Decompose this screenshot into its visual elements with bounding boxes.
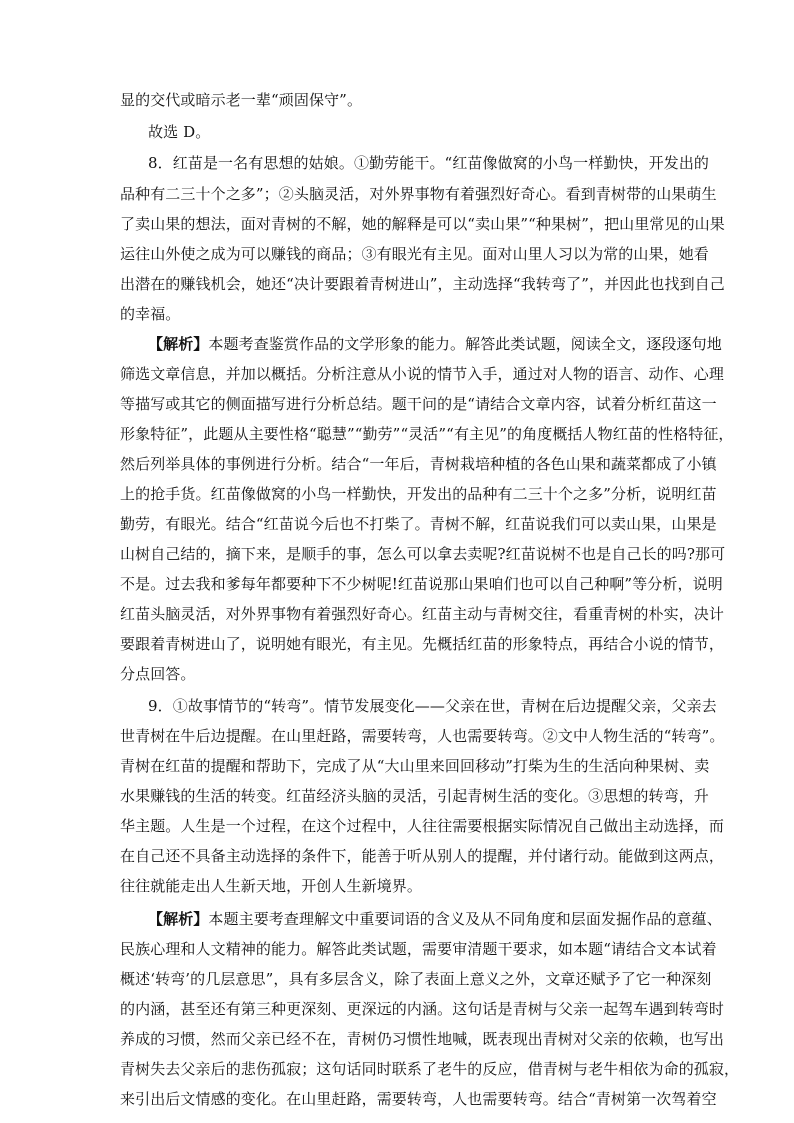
answer-8-line: 8．红苗是一名有思想的姑娘。①勤劳能干。“红苗像做窝的小鸟一样勤快，开发出的 xyxy=(148,154,710,172)
analysis-paragraph-start: 【解析】本题考查鉴赏作品的文学形象的能力。解答此类试题，阅读全文，逐段逐句地 xyxy=(148,335,722,353)
text-line: 出潜在的赚钱机会，她还“决计要跟着青树进山”，主动选择“我转弯了”，并因此也找到自己 xyxy=(120,275,725,293)
text-line: 不是。过去我和爹每年都要种下不少树呢!红苗说那山果咱们也可以自己种啊”等分析，说明 xyxy=(120,575,723,593)
text-line: 来引出后文情感的变化。在山里赶路，需要转弯，人也需要转弯。结合“青树第一次驾着空 xyxy=(120,1090,717,1108)
text-line: 华主题。人生是一个过程，在这个过程中，人往往需要根据实际情况自己做出主动选择，而 xyxy=(120,817,725,835)
text-line: 在自己还不具备主动选择的条件下，能善于听从别人的提醒，并付诸行动。能做到这两点， xyxy=(120,847,725,865)
text-line: 的内涵，甚至还有第三种更深刻、更深远的内涵。这句话是青树与父亲一起驾车遇到转弯时 xyxy=(120,1000,725,1018)
analysis-tag: 【解析】 xyxy=(148,910,209,928)
text-line: 故选 D。 xyxy=(148,123,211,141)
text-line: 品种有二三十个之多”；②头脑灵活，对外界事物有着强烈好奇心。看到青树带的山果萌生 xyxy=(120,185,717,203)
text-line: 的幸福。 xyxy=(120,305,181,323)
text-line: 民族心理和人文精神的能力。解答此类试题，需要审清题干要求，如本题“请结合文本试着 xyxy=(120,940,717,958)
text-line: 概述‘转弯’的几层意思”，具有多层含义，除了表面上意义之外，文章还赋予了它一种深刻 xyxy=(120,970,712,988)
text-line: 世青树在牛后边提醒。在山里赶路，需要转弯，人也需要转弯。②文中人物生活的“转弯”。 xyxy=(120,727,725,745)
text-line: 了卖山果的想法，面对青树的不解，她的解释是可以“卖山果”“种果树”，把山里常见的山果 xyxy=(120,215,725,233)
text-line: 要跟着青树进山了，说明她有眼光，有主见。先概括红苗的形象特点，再结合小说的情节， xyxy=(120,635,725,653)
text-line: 分点回答。 xyxy=(120,665,196,683)
text-line: 上的抢手货。红苗像做窝的小鸟一样勤快，开发出的品种有二三十个之多”分析，说明红苗 xyxy=(120,485,717,503)
analysis-tag: 【解析】 xyxy=(148,335,209,353)
analysis-paragraph-start: 【解析】本题主要考查理解文中重要词语的含义及从不同角度和层面发掘作品的意蕴、 xyxy=(148,910,722,928)
text-line: 青树在红苗的提醒和帮助下，完成了从“大山里来回回移动”打柴为生的生活向种果树、卖 xyxy=(120,757,710,775)
text-line: 然后列举具体的事例进行分析。结合“一年后，青树栽培种植的各色山果和蔬菜都成了小镇 xyxy=(120,455,717,473)
text-line: 青树失去父亲后的悲伤孤寂；这句话同时联系了老牛的反应，借青树与老牛相依为命的孤寂， xyxy=(120,1060,740,1078)
text-line: 形象特征”，此题从主要性格“聪慧”“勤劳”“灵活”“有主见”的角度概括人物红苗的性格特征， xyxy=(120,425,734,443)
text-line: 运往山外使之成为可以赚钱的商品；③有眼光有主见。面对山里人习以为常的山果，她看 xyxy=(120,245,709,263)
text-line: 显的交代或暗示老一辈“顽固保守”。 xyxy=(120,91,363,109)
text-line: 养成的习惯，然而父亲已经不在，青树仍习惯性地喊，既表现出青树对父亲的依赖，也写出 xyxy=(120,1030,725,1048)
text-line: 山树自己结的，摘下来，是顺手的事，怎么可以拿去卖呢?红苗说树不也是自己长的吗?那可 xyxy=(120,545,726,563)
text-line: 往往就能走出人生新天地，开创人生新境界。 xyxy=(120,877,423,895)
text-line: 勤劳，有眼光。结合“红苗说今后也不打柴了。青树不解，红苗说我们可以卖山果，山果是 xyxy=(120,515,717,533)
text-line: 红苗头脑灵活，对外界事物有着强烈好奇心。红苗主动与青树交往，看重青树的朴实，决计 xyxy=(120,605,725,623)
text-line: 等描写或其它的侧面描写进行分析总结。题干问的是“请结合文章内容，试着分析红苗这一 xyxy=(120,395,717,413)
answer-9-line: 9．①故事情节的“转弯”。情节发展变化——父亲在世，青树在后边提醒父亲，父亲去 xyxy=(148,697,717,715)
text-line: 筛选文章信息，并加以概括。分析注意从小说的情节入手，通过对人物的语言、动作、心理 xyxy=(120,365,725,383)
text-line: 水果赚钱的生活的转变。红苗经济头脑的灵活，引起青树生活的变化。③思想的转弯，升 xyxy=(120,787,709,805)
